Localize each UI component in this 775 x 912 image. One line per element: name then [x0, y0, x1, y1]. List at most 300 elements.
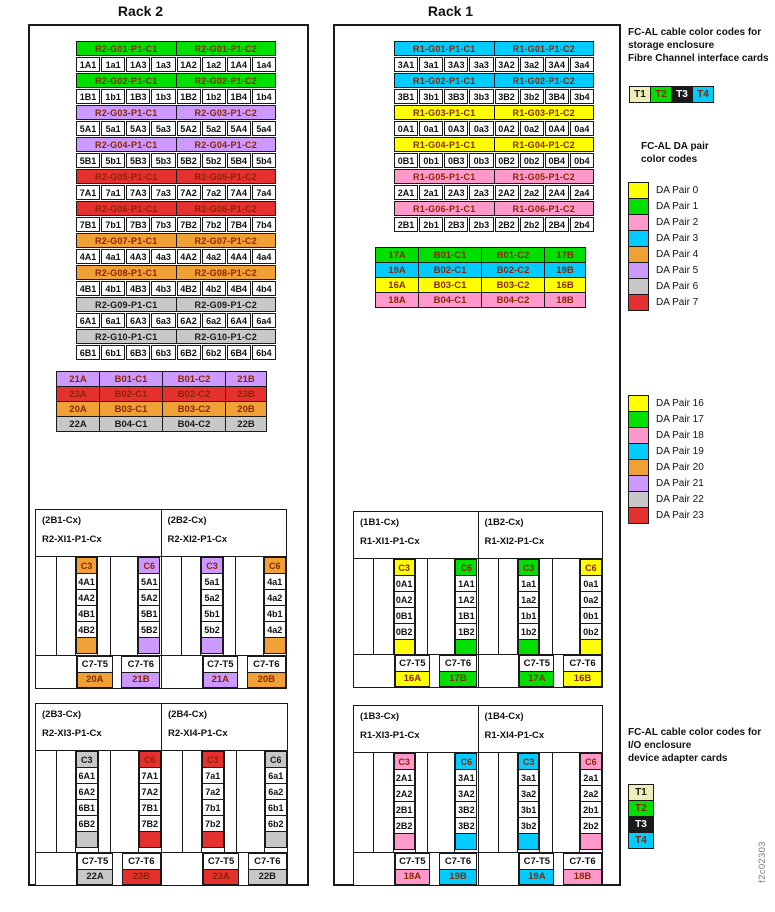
empty-strip [416, 753, 428, 852]
port-cell: 5a2 [202, 121, 226, 136]
port-cell: 4b1 [101, 281, 125, 296]
port-cell: 4B1 [76, 281, 100, 296]
t5-box [519, 853, 554, 885]
color-key-cell [518, 833, 539, 850]
card-header-cell: R1-G04-P1-C1 [394, 137, 495, 152]
t-port-label: C7-T5 [203, 656, 238, 673]
card-id: R2-XI3-P1-Cx [42, 728, 102, 739]
port-cell: 3A2 [495, 57, 519, 72]
port-cell: 5b2 [202, 153, 226, 168]
port-cell: 0A2 [394, 591, 415, 608]
da-cell: B03-C2 [481, 277, 545, 293]
empty-strip [111, 557, 138, 655]
port-cell: 3A1 [455, 769, 477, 786]
empty-strip [162, 751, 183, 852]
port-row [76, 89, 276, 104]
da-cable-cell: 18B [563, 869, 602, 886]
t6-box [248, 853, 287, 885]
da-cell: B04-C1 [99, 416, 163, 432]
port-cell: 5b1 [101, 153, 125, 168]
port-row [76, 57, 276, 72]
port-cell: 5a4 [252, 121, 276, 136]
port-cell: 3a1 [518, 769, 539, 786]
da-cell: 20A [56, 401, 100, 417]
da-row [56, 416, 267, 432]
io-panel-footer [354, 654, 478, 687]
da-pair-color-swatch [628, 443, 649, 460]
port-cell: 1b1 [518, 607, 539, 624]
da-pair-label: DA Pair 19 [656, 446, 704, 457]
storage-title-line2: storage enclosure [628, 40, 715, 51]
footer-empty-cell [354, 853, 395, 885]
color-key-cell [202, 831, 224, 848]
footer-empty-cell [162, 656, 203, 688]
empty-strip [374, 559, 393, 654]
port-cell: 4b1 [264, 605, 286, 622]
da-row [56, 386, 267, 402]
port-cell: 5B1 [138, 605, 160, 622]
color-key-cell [138, 637, 160, 654]
io-panel-footer [36, 655, 161, 688]
da-cell: B03-C1 [418, 277, 482, 293]
port-cell: 2a1 [580, 769, 602, 786]
t-port-label: C7-T6 [439, 655, 478, 672]
port-cell: 3a1 [419, 57, 443, 72]
card-id: R2-XI2-P1-Cx [167, 534, 228, 545]
port-cell: 4A3 [126, 249, 150, 264]
io-panel-header [354, 512, 478, 559]
da-cell: B01-C1 [418, 247, 482, 263]
port-cell: 0b4 [570, 153, 594, 168]
color-key-cell [264, 637, 286, 654]
t-port-label: C7-T6 [563, 655, 602, 672]
card-header-cell: R2-G01-P1-C2 [176, 41, 277, 56]
port-cell: 0A1 [394, 575, 415, 592]
card-header-cell: R2-G07-P1-C1 [76, 233, 177, 248]
port-cell: 4a2 [264, 621, 286, 638]
io-panel [36, 704, 161, 885]
da-pair-label: DA Pair 6 [656, 281, 699, 292]
port-cell: 1A1 [455, 575, 477, 592]
port-cell: 0B1 [394, 153, 418, 168]
rack1-io-section-upper [353, 511, 603, 688]
card-header-cell: R2-G02-P1-C1 [76, 73, 177, 88]
t-port-swatch-t2: T2 [650, 86, 672, 103]
port-cell: 2B2 [394, 817, 415, 834]
card-header-cell: R2-G05-P1-C1 [76, 169, 177, 184]
port-group-label: C3 [518, 753, 539, 770]
da-cable-cell: 21A [203, 672, 238, 689]
da-cell: 19B [544, 262, 586, 278]
empty-strip [479, 559, 499, 654]
t-port-swatch-t3: T3 [671, 86, 693, 103]
io-panel-body [354, 753, 478, 852]
port-cell: 5A1 [76, 121, 100, 136]
figure-id [757, 812, 767, 912]
t6-box [121, 656, 160, 688]
rack2-title: Rack 2 [117, 3, 164, 19]
port-cell: 3a3 [469, 57, 493, 72]
da-cell: B03-C2 [162, 401, 226, 417]
io-panel-body [162, 751, 287, 852]
t5-box [395, 853, 430, 885]
port-cell: 0a2 [580, 591, 602, 608]
port-cell: 3B2 [495, 89, 519, 104]
port-cell: 4A1 [76, 249, 100, 264]
port-cell: 2A1 [394, 185, 418, 200]
card-header-cell: R1-G03-P1-C2 [494, 105, 595, 120]
rack1-io-section-lower [353, 705, 603, 886]
port-row [394, 153, 594, 168]
da-pair-color-swatch [628, 411, 649, 428]
rack2-io-section-lower [35, 703, 288, 886]
port-cell: 7a2 [202, 783, 224, 800]
da-row [56, 371, 267, 387]
c3-strip [76, 557, 98, 655]
port-cell: 4b4 [252, 281, 276, 296]
footer-gap [238, 656, 247, 688]
footer-empty-cell [479, 655, 520, 687]
empty-strip [99, 751, 112, 852]
port-cell: 5a1 [101, 121, 125, 136]
da-cable-cell: 19A [519, 869, 554, 886]
enclosure-card-header-row [394, 201, 594, 216]
port-cell: 0A3 [444, 121, 468, 136]
port-cell: 5A4 [227, 121, 251, 136]
da-pair-legend-row [628, 230, 698, 247]
io-panel-header [479, 512, 603, 559]
port-cell: 4a3 [151, 249, 175, 264]
port-cell: 7b2 [202, 815, 224, 832]
da-cable-cell: 22A [77, 869, 113, 886]
da-cell: 17A [375, 247, 419, 263]
da-pair-label: DA Pair 2 [656, 217, 699, 228]
port-cell: 3B1 [394, 89, 418, 104]
color-key-cell [201, 637, 222, 654]
card-header-cell: R1-G02-P1-C2 [494, 73, 595, 88]
empty-strip [183, 751, 202, 852]
port-cell: 7B1 [139, 799, 162, 816]
rack1-title: Rack 1 [427, 3, 474, 19]
da-cell: 23B [225, 386, 267, 402]
t-port-swatch-t2: T2 [628, 800, 654, 817]
port-cell: 6a1 [101, 313, 125, 328]
c6-strip [455, 559, 477, 654]
da-cell: 21B [225, 371, 267, 387]
enclosure-card-header-row [394, 105, 594, 120]
slot-id: (1B3-Cx) [360, 711, 400, 722]
slot-id: (2B2-Cx) [167, 515, 207, 526]
c6-strip [580, 753, 602, 852]
io-panel [36, 510, 161, 688]
port-cell: 5B1 [76, 153, 100, 168]
da-cell: B04-C2 [162, 416, 226, 432]
port-cell: 3b4 [570, 89, 594, 104]
empty-strip [36, 557, 57, 655]
t6-box [439, 853, 478, 885]
port-group-label: C6 [580, 753, 602, 770]
t-port-label: C7-T5 [395, 655, 430, 672]
footer-gap [239, 853, 248, 885]
footer-gap [430, 853, 439, 885]
empty-strip [225, 751, 238, 852]
port-cell: 1B2 [455, 623, 477, 640]
card-header-cell: R2-G03-P1-C1 [76, 105, 177, 120]
da-pair-color-swatch [628, 198, 649, 215]
slot-id: (2B4-Cx) [168, 709, 208, 720]
da-pair-legend-row [628, 443, 704, 460]
da-pair-label: DA Pair 5 [656, 265, 699, 276]
t-port-swatch-t1: T1 [629, 86, 651, 103]
enclosure-card-header-row [76, 105, 276, 120]
c3-strip [518, 559, 540, 654]
da-pair-label: DA Pair 17 [656, 414, 704, 425]
enclosure-card-header-row [394, 73, 594, 88]
port-cell: 3b2 [520, 89, 544, 104]
port-cell: 5A3 [126, 121, 150, 136]
port-cell: 1A1 [76, 57, 100, 72]
port-cell: 3B4 [545, 89, 569, 104]
port-cell: 5b2 [201, 621, 222, 638]
da-title-line1: FC-AL DA pair [641, 141, 709, 152]
card-id: R2-XI1-P1-Cx [42, 534, 102, 545]
port-cell: 2A3 [444, 185, 468, 200]
port-cell: 2b2 [520, 217, 544, 232]
port-cell: 0B2 [394, 623, 415, 640]
port-cell: 2b4 [570, 217, 594, 232]
slot-id: (1B2-Cx) [484, 517, 524, 528]
color-key-cell [455, 833, 477, 850]
empty-strip [111, 751, 139, 852]
t-port-label: C7-T6 [248, 853, 287, 870]
da-cell: 20B [225, 401, 267, 417]
c6-strip [138, 557, 160, 655]
c3-strip [394, 753, 416, 852]
card-header-cell: R1-G03-P1-C1 [394, 105, 495, 120]
port-cell: 7A4 [227, 185, 251, 200]
port-cell: 6b2 [202, 345, 226, 360]
port-cell: 2A4 [545, 185, 569, 200]
da-pair-legend-row [628, 507, 704, 524]
t-port-label: C7-T5 [203, 853, 239, 870]
da-pair-label: DA Pair 20 [656, 462, 704, 473]
port-cell: 1a1 [101, 57, 125, 72]
port-cell: 7a2 [202, 185, 226, 200]
port-cell: 7B1 [76, 217, 100, 232]
port-cell: 1B3 [126, 89, 150, 104]
port-cell: 5a2 [201, 589, 222, 606]
port-cell: 0B3 [444, 153, 468, 168]
da-cell: 18B [544, 292, 586, 308]
empty-strip [428, 753, 455, 852]
port-cell: 3b3 [469, 89, 493, 104]
io-panel [354, 706, 478, 885]
port-cell: 5b3 [151, 153, 175, 168]
port-cell: 2B4 [545, 217, 569, 232]
da-cable-cell: 18A [395, 869, 430, 886]
port-cell: 7B3 [126, 217, 150, 232]
da-cable-cell: 21B [121, 672, 160, 689]
port-cell: 6A2 [177, 313, 201, 328]
c6-strip [265, 751, 288, 852]
card-header-cell: R2-G09-P1-C2 [176, 297, 277, 312]
port-cell: 4B4 [227, 281, 251, 296]
da-pair-label: DA Pair 16 [656, 398, 704, 409]
da-cell: B01-C1 [99, 371, 163, 387]
card-header-cell: R1-G02-P1-C1 [394, 73, 495, 88]
da-cell: 21A [56, 371, 100, 387]
io-title-line3: device adapter cards [628, 753, 728, 764]
da-pair-label: DA Pair 0 [656, 185, 699, 196]
port-group-label: C3 [518, 559, 539, 576]
io-panel-header [354, 706, 478, 753]
io-panel-header [36, 704, 161, 751]
da-pair-label: DA Pair 18 [656, 430, 704, 441]
da-cable-cell: 16A [395, 671, 430, 688]
port-cell: 3A1 [394, 57, 418, 72]
da-pair-list-high [628, 395, 704, 524]
card-header-cell: R2-G10-P1-C1 [76, 329, 177, 344]
da-cell: B02-C1 [418, 262, 482, 278]
port-row [394, 217, 594, 232]
footer-gap [430, 655, 439, 687]
da-cable-cell: 16B [563, 671, 602, 688]
card-id: R1-XI1-P1-Cx [360, 536, 420, 547]
card-header-cell: R1-G04-P1-C2 [494, 137, 595, 152]
empty-strip [499, 559, 518, 654]
da-pair-legend-row [628, 411, 704, 428]
port-cell: 7B2 [177, 217, 201, 232]
color-key-cell [76, 637, 97, 654]
da-cell: 16A [375, 277, 419, 293]
port-cell: 6a2 [202, 313, 226, 328]
da-pair-legend-row [628, 427, 704, 444]
enclosure-card-header-row [76, 201, 276, 216]
io-panel-footer [36, 852, 161, 885]
enclosure-card-header-row [76, 329, 276, 344]
card-header-cell: R1-G05-P1-C2 [494, 169, 595, 184]
empty-strip [182, 557, 201, 655]
c6-strip [264, 557, 286, 655]
port-cell: 6b3 [151, 345, 175, 360]
c3-strip [76, 751, 99, 852]
port-cell: 1a2 [518, 591, 539, 608]
empty-strip [237, 751, 265, 852]
footer-empty-cell [36, 656, 77, 688]
da-pair-label: DA Pair 22 [656, 494, 704, 505]
io-title-line1: FC-AL cable color codes for [628, 727, 762, 738]
port-cell: 6b4 [252, 345, 276, 360]
port-cell: 6b2 [265, 815, 288, 832]
t5-box [203, 853, 239, 885]
io-color-codes-title [628, 726, 761, 765]
da-pair-color-swatch [628, 230, 649, 247]
port-cell: 4b2 [202, 281, 226, 296]
port-cell: 0a1 [419, 121, 443, 136]
t-port-swatch-t4: T4 [692, 86, 714, 103]
port-cell: 3a2 [518, 785, 539, 802]
port-cell: 0A4 [545, 121, 569, 136]
port-cell: 6B4 [227, 345, 251, 360]
port-cell: 7a3 [151, 185, 175, 200]
port-group-label: C3 [394, 753, 415, 770]
empty-strip [224, 557, 236, 655]
port-cell: 7b3 [151, 217, 175, 232]
da-pair-color-codes-title [641, 140, 709, 166]
slot-id: (2B3-Cx) [42, 709, 82, 720]
port-cell: 4B2 [177, 281, 201, 296]
da-cell: 22A [56, 416, 100, 432]
io-panel-body [36, 751, 161, 852]
empty-strip [162, 557, 183, 655]
color-key-cell [265, 831, 288, 848]
da-cable-cell: 20A [77, 672, 112, 689]
port-cell: 3B3 [444, 89, 468, 104]
da-pair-legend-row [628, 214, 698, 231]
enclosure-card-header-row [76, 265, 276, 280]
port-cell: 1B4 [227, 89, 251, 104]
port-cell: 2B1 [394, 217, 418, 232]
port-row [76, 345, 276, 360]
empty-strip [416, 559, 428, 654]
da-cell: 19A [375, 262, 419, 278]
t5-box [203, 656, 238, 688]
empty-strip [553, 559, 580, 654]
port-cell: 1A4 [227, 57, 251, 72]
empty-strip [428, 559, 455, 654]
io-panel [161, 704, 287, 885]
port-row [76, 217, 276, 232]
io-panel-footer [162, 852, 287, 885]
port-row [76, 281, 276, 296]
port-group-label: C3 [394, 559, 415, 576]
storage-title-line3: Fibre Channel interface cards [628, 53, 769, 64]
port-cell: 4a1 [264, 573, 286, 590]
port-cell: 7A3 [126, 185, 150, 200]
port-row [76, 153, 276, 168]
da-cell: B04-C2 [481, 292, 545, 308]
enclosure-card-header-row [76, 233, 276, 248]
port-cell: 6B2 [177, 345, 201, 360]
da-pair-color-swatch [628, 427, 649, 444]
card-header-cell: R2-G01-P1-C1 [76, 41, 177, 56]
da-pair-legend-row [628, 246, 698, 263]
t-port-label: C7-T6 [121, 656, 160, 673]
da-cable-cell: 22B [248, 869, 287, 886]
port-row [76, 185, 276, 200]
port-cell: 0B4 [545, 153, 569, 168]
color-key-cell [76, 831, 98, 848]
color-key-cell [394, 833, 415, 850]
port-cell: 7a4 [252, 185, 276, 200]
card-header-cell: R2-G04-P1-C1 [76, 137, 177, 152]
card-id: R2-XI4-P1-Cx [168, 728, 228, 739]
empty-strip [540, 753, 552, 852]
io-panel-header [162, 510, 287, 557]
port-cell: 7b1 [101, 217, 125, 232]
port-cell: 4B3 [126, 281, 150, 296]
card-header-cell: R1-G06-P1-C1 [394, 201, 495, 216]
io-panel [478, 706, 603, 885]
storage-title-line1: FC-AL cable color codes for [628, 27, 762, 38]
da-cell: B01-C2 [481, 247, 545, 263]
port-cell: 0a1 [580, 575, 602, 592]
c3-strip [201, 557, 223, 655]
da-pair-legend-row [628, 475, 704, 492]
port-cell: 1b4 [252, 89, 276, 104]
da-row [375, 277, 586, 293]
port-cell: 5B2 [177, 153, 201, 168]
